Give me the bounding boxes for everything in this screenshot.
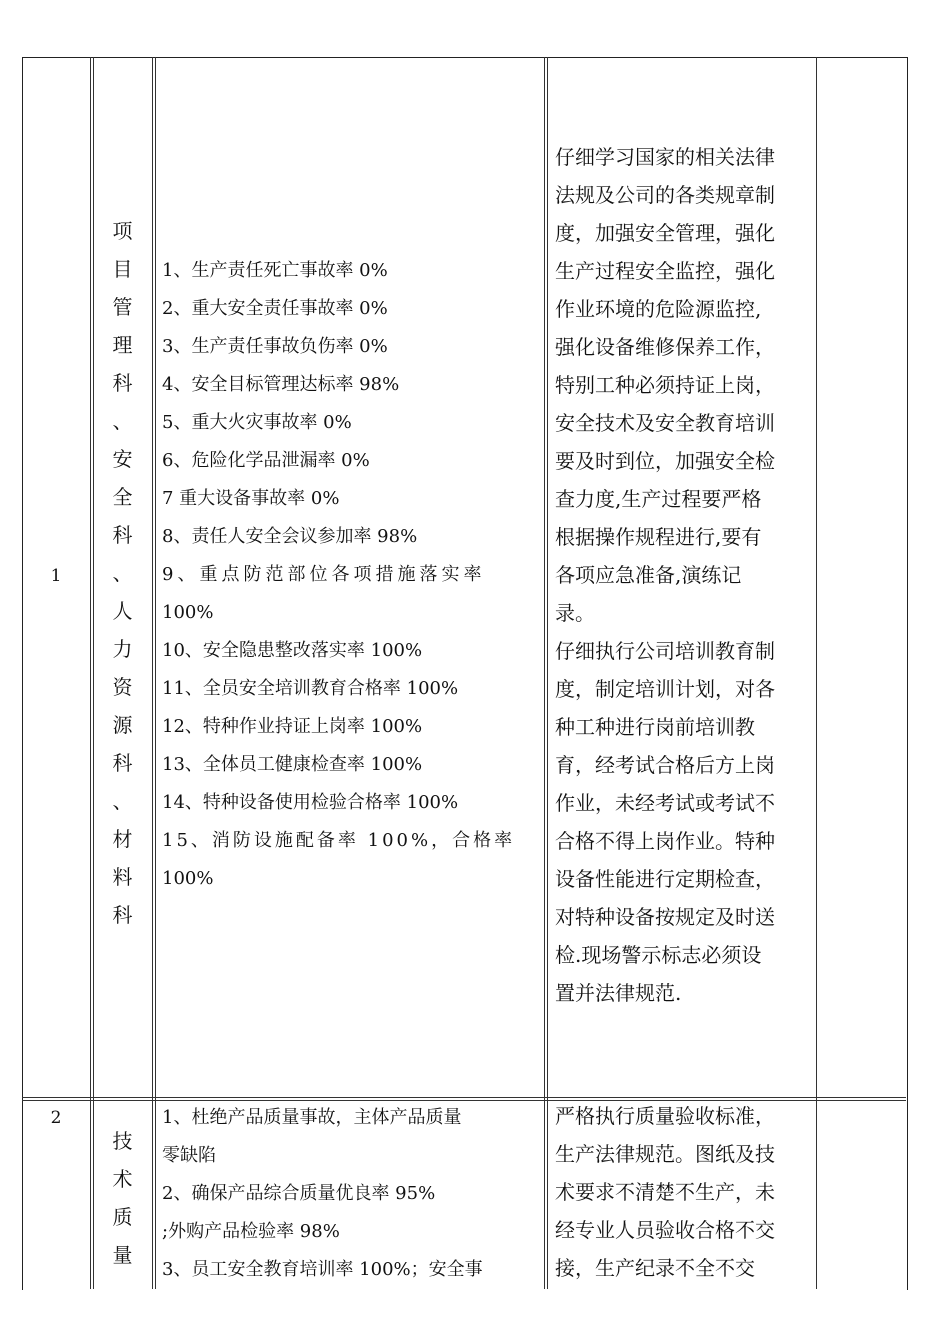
targets-cell [162, 1099, 538, 1289]
target-line: 零缺陷 [162, 1145, 216, 1166]
target-line: 1、杜绝产品质量事故，主体产品质量 [162, 1107, 462, 1128]
target-line: 9、重点防范部位各项措施落实率 [162, 564, 486, 585]
measure-line: 接，生产纪录不全不交 [555, 1256, 755, 1280]
department-char: 管 [112, 295, 133, 319]
department-char: 目 [112, 257, 133, 281]
target-line: 2、确保产品综合质量优良率 95% [162, 1183, 436, 1204]
department-char: 项 [112, 219, 133, 243]
target-line: 100% [162, 868, 214, 889]
measures-cell [555, 1097, 805, 1287]
measure-line: 生产过程安全监控，强化 [555, 259, 775, 283]
column-divider [90, 57, 91, 1289]
measure-line: 安全技术及安全教育培训 [555, 411, 775, 435]
target-line: 10、安全隐患整改落实率 100% [162, 640, 423, 661]
department-char: 安 [112, 447, 133, 471]
column-divider [816, 57, 817, 1289]
department-char: 、 [112, 789, 133, 813]
row-number: 2 [50, 1108, 62, 1128]
measure-line: 设备性能进行定期检查， [555, 867, 775, 891]
department-char: 力 [112, 637, 133, 661]
measure-line: 作业，未经考试或考试不 [555, 791, 775, 815]
target-line: 13、全体员工健康检查率 100% [162, 754, 423, 775]
target-line: 3、生产责任事故负伤率 0% [162, 336, 388, 357]
target-line: 15、消防设施配备率 100%，合格率 [162, 830, 516, 851]
measure-line: 特别工种必须持证上岗， [555, 373, 775, 397]
measure-line: 对特种设备按规定及时送 [555, 905, 775, 929]
department-cell [93, 1122, 152, 1274]
targets-cell [162, 252, 538, 898]
column-divider [547, 57, 548, 1289]
department-char: 技 [112, 1129, 133, 1153]
measures-cell [555, 138, 805, 1012]
department-char: 质 [112, 1205, 133, 1229]
department-char: 材 [112, 827, 133, 851]
column-divider [544, 57, 545, 1289]
measure-line: 经专业人员验收合格不交 [555, 1218, 775, 1242]
measure-line: 术要求不清楚不生产，未 [555, 1180, 775, 1204]
department-char: 全 [112, 485, 133, 509]
target-line: 100% [162, 602, 214, 623]
department-char: 资 [112, 675, 133, 699]
measure-line: 生产法律规范。图纸及技 [555, 1142, 775, 1166]
column-divider [155, 57, 156, 1289]
target-line: 6、危险化学品泄漏率 0% [162, 450, 370, 471]
department-char: 、 [112, 409, 133, 433]
measure-line: 育，经考试合格后方上岗 [555, 753, 775, 777]
department-char: 科 [112, 523, 133, 547]
measure-line: 合格不得上岗作业。特种 [555, 829, 775, 853]
department-char: 理 [112, 333, 133, 357]
measure-line: 度，制定培训计划，对各 [555, 677, 775, 701]
target-line: 11、全员安全培训教育合格率 100% [162, 678, 459, 699]
measure-line: 录。 [555, 601, 595, 625]
measure-line: 严格执行质量验收标准， [555, 1104, 775, 1128]
row-number: 1 [50, 566, 62, 586]
target-line: 5、重大火灾事故率 0% [162, 412, 352, 433]
target-line: 3、员工安全教育培训率 100%；安全事 [162, 1259, 483, 1280]
department-char: 科 [112, 751, 133, 775]
measure-line: 强化设备维修保养工作， [555, 335, 775, 359]
measure-line: 仔细学习国家的相关法律 [555, 145, 775, 169]
department-char: 科 [112, 903, 133, 927]
target-line: 12、特种作业持证上岗率 100% [162, 716, 423, 737]
department-char: 人 [112, 599, 133, 623]
target-line: 8、责任人安全会议参加率 98% [162, 526, 418, 547]
measure-line: 仔细执行公司培训教育制 [555, 639, 775, 663]
measure-line: 作业环境的危险源监控, [555, 297, 762, 321]
target-line: ;外购产品检验率 98% [162, 1221, 340, 1242]
department-char: 、 [112, 561, 133, 585]
target-line: 2、重大安全责任事故率 0% [162, 298, 388, 319]
department-char: 科 [112, 371, 133, 395]
target-line: 14、特种设备使用检验合格率 100% [162, 792, 459, 813]
target-line: 4、安全目标管理达标率 98% [162, 374, 400, 395]
measure-line: 要及时到位，加强安全检 [555, 449, 775, 473]
target-line: 7 重大设备事故率 0% [162, 488, 340, 509]
measure-line: 查力度,生产过程要严格 [555, 487, 762, 511]
measure-line: 度，加强安全管理，强化 [555, 221, 775, 245]
measure-line: 置并法律规范. [555, 981, 682, 1005]
department-char: 料 [112, 865, 133, 889]
department-char: 量 [112, 1243, 133, 1267]
measure-line: 各项应急准备,演练记 [555, 563, 742, 587]
target-line: 1、生产责任死亡事故率 0% [162, 260, 388, 281]
department-char: 源 [112, 713, 133, 737]
measure-line: 种工种进行岗前培训教 [555, 715, 755, 739]
department-char: 术 [112, 1167, 133, 1191]
measure-line: 法规及公司的各类规章制 [555, 183, 775, 207]
department-cell [93, 212, 152, 934]
measure-line: 根据操作规程进行,要有 [555, 525, 762, 549]
column-divider [152, 57, 153, 1289]
measure-line: 检.现场警示标志必须设 [555, 943, 762, 967]
